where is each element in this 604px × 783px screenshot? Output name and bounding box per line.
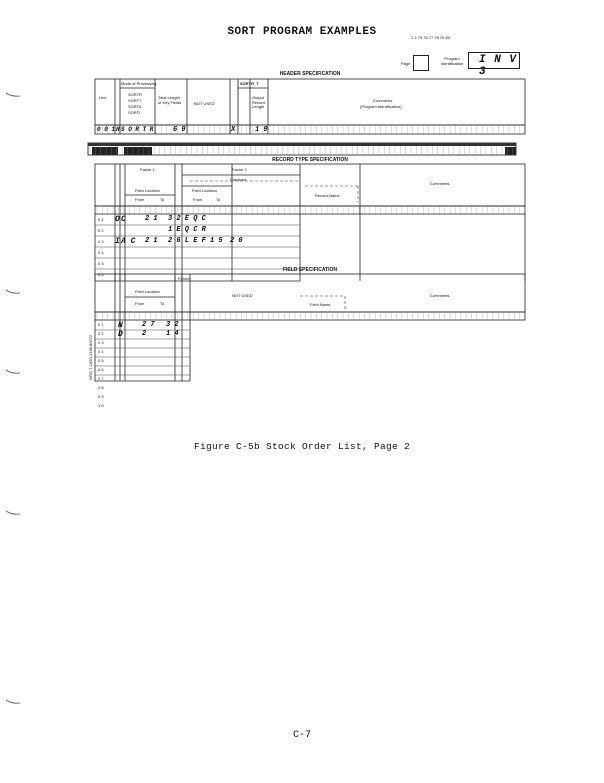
- record-row-line: 0 6: [98, 272, 104, 277]
- mode-label: Mode of Processing: [121, 81, 157, 86]
- record-spec-title: RECORD TYPE SPECIFICATION: [272, 157, 348, 163]
- record-to-label: To: [160, 197, 165, 202]
- record-row-line: 0 4: [98, 250, 104, 255]
- record-row-to: 2 1: [145, 237, 158, 245]
- record-row-line: 0 5: [98, 261, 104, 266]
- field-row-line: 1 0: [98, 403, 104, 408]
- factor2-field-location-label: Field Location: [192, 188, 217, 193]
- column-numbers: 1 2 75 76 77 78 79 80: [411, 35, 450, 40]
- record-row-operator: 2 6 L E F: [168, 237, 206, 245]
- output-length-label: Output Record Length: [252, 95, 265, 110]
- page-title: SORT PROGRAM EXAMPLES: [227, 26, 377, 38]
- record-row-operator: 1 E Q C R: [168, 226, 206, 234]
- record-row-line: 0 2: [98, 228, 104, 233]
- mode-sorti: SORTI: [128, 110, 141, 115]
- header-entry-record-length: 1 9: [255, 126, 268, 134]
- field-row-line: 0 4: [98, 349, 104, 354]
- record-comments-label: Comments: [430, 181, 450, 186]
- program-id-box: I N V 3: [468, 52, 520, 69]
- field-not-used: NOT USED: [232, 293, 253, 298]
- factor2-from-label: From: [193, 197, 203, 202]
- header-entry-x: X: [231, 126, 236, 134]
- form-number: ORG 7-1650-1338 8/1/72: [88, 334, 93, 380]
- record-name-label: Record Name: [315, 193, 340, 198]
- figure-caption: Figure C-5b Stock Order List, Page 2: [193, 441, 411, 452]
- field-spec-title: FIELD SPECIFICATION: [282, 267, 338, 273]
- field-row-line: 0 3: [98, 340, 104, 345]
- header-spec-title: HEADER SPECIFICATION: [279, 71, 341, 77]
- margin-marks: [6, 93, 20, 703]
- field-row-line: 0 2: [98, 331, 104, 336]
- field-name-label: Field Name: [310, 302, 331, 307]
- sortr-label: SORTR_T: [240, 81, 259, 86]
- field-row-line: 0 8: [98, 385, 104, 390]
- program-id-label: Program Identification: [440, 56, 464, 66]
- record-row-line: 0 3: [98, 239, 104, 244]
- field-row-line: 0 6: [98, 367, 104, 372]
- record-row-code2: C: [121, 215, 126, 224]
- program-identification-label: (Program Identification): [360, 104, 402, 109]
- field-row-from: 2 7: [142, 321, 155, 329]
- factor2-to-label: To: [216, 197, 221, 202]
- mode-sorta: SORTA: [128, 104, 142, 109]
- field-to-label: To: [160, 301, 165, 306]
- record-row-factor2-from: 1 5: [210, 237, 223, 245]
- field-row-to: 1 4: [166, 330, 179, 338]
- field-row-line: 0 7: [98, 376, 104, 381]
- record-row-code2: A C: [121, 237, 136, 246]
- record-row-code1: O: [115, 215, 120, 224]
- field-row-line: 0 9: [98, 394, 104, 399]
- record-row-code1: I: [115, 237, 120, 246]
- header-entry-h: H: [116, 126, 120, 133]
- field-location-label: Field Location: [135, 289, 160, 294]
- field-row-type: D: [118, 330, 123, 339]
- factor1-label: Factor 1: [140, 167, 155, 172]
- record-row-line: 0 1: [98, 217, 104, 222]
- field-row-to: 3 2: [166, 321, 179, 329]
- field-comments-label: Comments: [430, 293, 450, 298]
- header-comments-label: Comments: [373, 98, 393, 103]
- header-entry-key-length: 6 9: [173, 126, 186, 134]
- record-from-label: From: [135, 197, 145, 202]
- header-entry-mode: S O R T R: [121, 126, 154, 133]
- header-not-used: NOT USED: [194, 101, 215, 106]
- constant-label: Constant: [230, 177, 247, 182]
- field-row-line: 0 1: [98, 322, 104, 327]
- field-from-label: From: [135, 301, 145, 306]
- factor2-label: Factor 2: [232, 167, 247, 172]
- page-number: C-7: [292, 730, 311, 741]
- record-field-location-label: Field Location: [135, 188, 160, 193]
- field-row-from: 2: [142, 330, 147, 338]
- header-entry-line: 0 0 1: [97, 126, 116, 133]
- total-length-label: Total Length of Key Fields: [158, 95, 182, 105]
- record-row-factor2-to: 2 0: [230, 237, 243, 245]
- record-row-to: 2 1: [145, 215, 158, 223]
- field-row-type: N: [118, 321, 123, 330]
- page-label: Page: [401, 61, 411, 66]
- field-row-line: 0 5: [98, 358, 104, 363]
- header-line-label: Line: [99, 95, 107, 100]
- mode-sortr: SORTR: [128, 92, 142, 97]
- mode-sortt: SORTT: [128, 98, 142, 103]
- forced-label: Forced: [178, 276, 191, 281]
- record-row-operator: 3 2 E Q C: [168, 215, 206, 223]
